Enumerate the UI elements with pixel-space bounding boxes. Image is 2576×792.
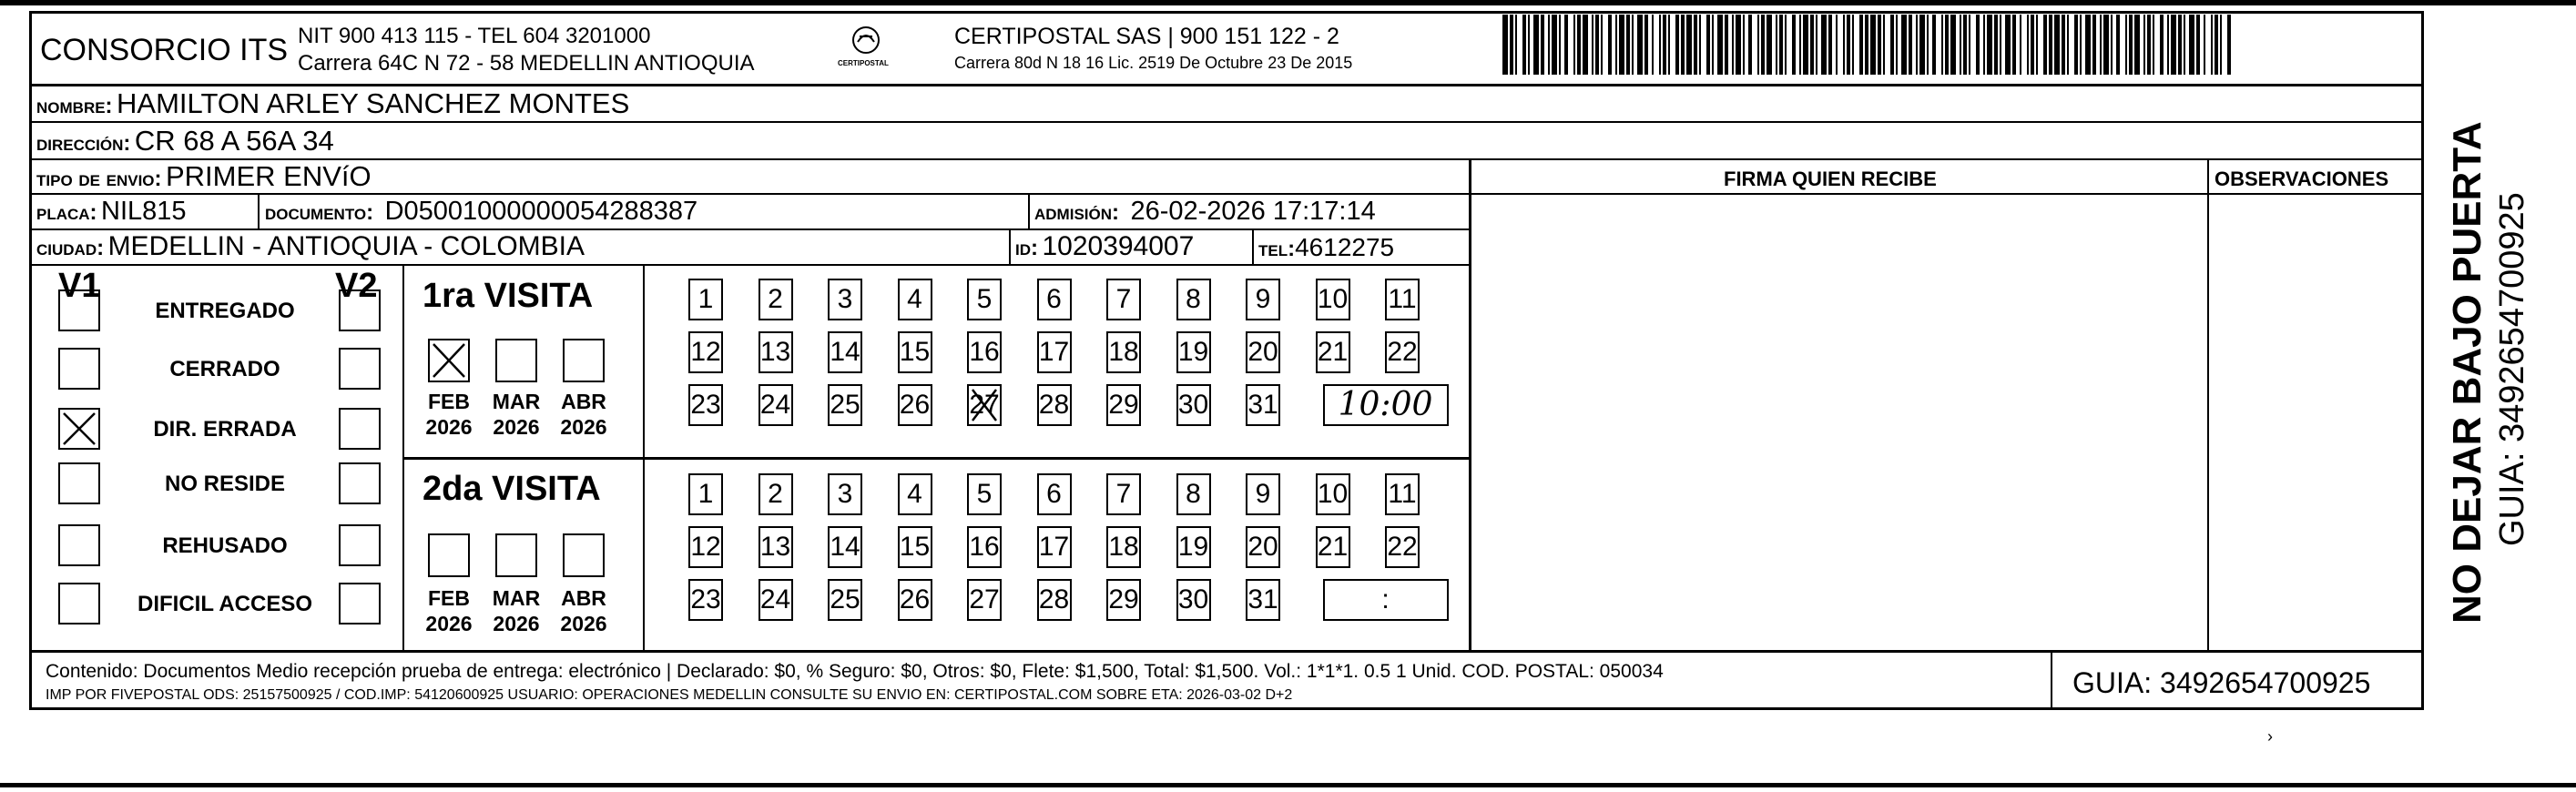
barcode-bar: [1668, 15, 1670, 75]
day-box[interactable]: 19: [1176, 331, 1211, 373]
barcode-bar: [2043, 15, 2047, 75]
id-row: [1015, 233, 1194, 260]
barcode-bar: [1601, 15, 1603, 75]
documento-row: [265, 198, 697, 225]
barcode-bar: [2092, 15, 2096, 75]
visit1-title: 1ra VISITA: [423, 277, 594, 315]
barcode-bar: [2054, 15, 2060, 75]
month-checkbox[interactable]: [428, 339, 470, 382]
barcode-bar: [1577, 15, 1581, 75]
company-name: CONSORCIO ITS: [40, 33, 289, 67]
barcode-bar: [2036, 15, 2038, 75]
day-box[interactable]: 22: [1385, 526, 1420, 568]
barcode-bar: [1896, 15, 1898, 75]
day-box[interactable]: 15: [898, 331, 932, 373]
row-line-2: [29, 158, 2424, 160]
day-box[interactable]: 3: [828, 279, 862, 320]
barcode-bar: [1736, 15, 1741, 75]
day-box[interactable]: 4: [898, 473, 932, 515]
barcode-bar: [1909, 15, 1912, 75]
time-box[interactable]: :: [1323, 579, 1449, 621]
barcode-bar: [1675, 15, 1679, 75]
barcode-bar: [1792, 15, 1796, 75]
ciudad-row: [36, 233, 585, 260]
placa-value: NIL815: [101, 197, 187, 226]
firma-label: FIRMA QUIEN RECIBE: [1724, 168, 1937, 190]
ciudad-label: ciudad:: [36, 236, 105, 260]
barcode-bar: [1983, 15, 1985, 75]
firma-divider: [1469, 158, 1471, 650]
stray-mark: ›: [2267, 727, 2273, 746]
day-box[interactable]: 8: [1176, 473, 1211, 515]
documento-label: documento:: [265, 200, 374, 225]
day-box[interactable]: 7: [1106, 279, 1141, 320]
month-year: 2026: [493, 414, 540, 439]
day-box[interactable]: 28: [1037, 579, 1072, 621]
v2-checkbox[interactable]: [339, 583, 381, 624]
barcode-bar: [2167, 15, 2169, 75]
observaciones-label: OBSERVACIONES: [2215, 168, 2389, 190]
barcode-bar: [1522, 15, 1526, 75]
barcode-bar: [1637, 15, 1643, 75]
direccion-row: [36, 127, 334, 155]
month-name: MAR: [492, 390, 541, 413]
barcode-bar: [1706, 15, 1710, 75]
month-checkbox[interactable]: [495, 339, 537, 382]
no-dejar-bajo-puerta: NO DEJAR BAJO PUERTA: [2445, 121, 2489, 624]
month-label: [484, 390, 548, 440]
day-box[interactable]: 18: [1106, 331, 1141, 373]
time-box[interactable]: 10:00: [1323, 384, 1449, 426]
id-value: 1020394007: [1042, 231, 1195, 261]
month-year: 2026: [560, 611, 607, 635]
barcode-bar: [1515, 15, 1517, 75]
v1-checkbox[interactable]: [58, 348, 100, 390]
day-box[interactable]: 29: [1106, 579, 1141, 621]
day-box[interactable]: 31: [1246, 579, 1280, 621]
tipo-label: tipo de envio:: [36, 167, 162, 191]
barcode-bar: [1799, 15, 1801, 75]
admision-divider: [1028, 193, 1030, 228]
day-box[interactable]: 14: [828, 331, 862, 373]
day-box[interactable]: 29: [1106, 384, 1141, 426]
status-label: DIFICIL ACCESO: [137, 592, 312, 616]
barcode-bar: [1916, 15, 1918, 75]
barcode-bar: [1870, 15, 1876, 75]
barcode-bar: [1615, 15, 1617, 75]
barcode-bar: [1663, 15, 1666, 75]
day-box[interactable]: 13: [759, 331, 793, 373]
day-box[interactable]: 16: [967, 331, 1002, 373]
status-label: ENTREGADO: [155, 299, 295, 323]
barcode-bar: [1779, 15, 1783, 75]
barcode-bar: [1573, 15, 1575, 75]
v1-checkbox[interactable]: [58, 289, 100, 331]
barcode-bar: [1785, 15, 1787, 75]
ciudad-value: MEDELLIN - ANTIOQUIA - COLOMBIA: [107, 231, 585, 261]
day-box[interactable]: 8: [1176, 279, 1211, 320]
barcode-bar: [1564, 15, 1568, 75]
day-number: 27: [969, 390, 1000, 420]
barcode-bar: [1865, 15, 1868, 75]
month-checkbox[interactable]: [563, 533, 605, 577]
day-box[interactable]: 13: [759, 526, 793, 568]
barcode-bar: [1878, 15, 1881, 75]
barcode-bar: [1632, 15, 1634, 75]
barcode-bar: [1963, 15, 1967, 75]
month-name: ABR: [561, 586, 606, 610]
barcode-bar: [2196, 15, 2200, 75]
tipo-row: [36, 162, 372, 190]
month-name: FEB: [428, 390, 470, 413]
admision-value: 26-02-2026 17:17:14: [1130, 197, 1376, 226]
row-line-1: [29, 121, 2424, 123]
day-box[interactable]: 15: [898, 526, 932, 568]
v1-checkbox[interactable]: [58, 462, 100, 504]
barcode-bar: [2184, 15, 2185, 75]
footer-guia: GUIA: 3492654700925: [2072, 666, 2371, 699]
month-year: 2026: [493, 611, 540, 635]
barcode-bar: [2074, 15, 2078, 75]
barcode-bar: [1694, 15, 1697, 75]
barcode-bar: [1969, 15, 1970, 75]
barcode-bar: [1595, 15, 1599, 75]
direccion-label: dirección:: [36, 131, 131, 156]
day-box[interactable]: 1: [688, 279, 723, 320]
barcode-bar: [1559, 15, 1561, 75]
v1-label: V1: [58, 267, 101, 305]
barcode: [1502, 15, 2231, 75]
barcode-bar: [2125, 15, 2127, 75]
day-box[interactable]: [967, 384, 1002, 426]
barcode-bar: [2227, 15, 2231, 75]
tel-value: 4612275: [1295, 233, 1395, 261]
day-box[interactable]: 26: [898, 579, 932, 621]
barcode-bar: [2220, 15, 2222, 75]
barcode-bar: [1883, 15, 1885, 75]
barcode-bar: [1686, 15, 1692, 75]
barcode-bar: [2111, 15, 2113, 75]
barcode-bar: [1941, 15, 1943, 75]
barcode-bar: [1927, 15, 1929, 75]
day-box[interactable]: 20: [1246, 526, 1280, 568]
footer-divider: [29, 650, 2424, 653]
barcode-bar: [1502, 15, 1508, 75]
barcode-bar: [1652, 15, 1654, 75]
certipostal-line-1: CERTIPOSTAL SAS | 900 151 122 - 2: [954, 24, 1339, 49]
day-box[interactable]: 17: [1037, 331, 1072, 373]
barcode-bar: [1659, 15, 1661, 75]
barcode-bar: [1681, 15, 1685, 75]
v2-label: V2: [335, 267, 378, 305]
barcode-bar: [1619, 15, 1624, 75]
company-line-1: NIT 900 413 115 - TEL 604 3201000: [298, 24, 651, 48]
top-edge: [0, 0, 2576, 5]
day-box[interactable]: 25: [828, 384, 862, 426]
barcode-bar: [1725, 15, 1728, 75]
tel-divider: [1252, 228, 1254, 265]
month-year: 2026: [425, 414, 473, 439]
barcode-bar: [2027, 15, 2029, 75]
visit2-title: 2da VISITA: [423, 470, 601, 508]
side-guia: GUIA: 3492654700925: [2493, 192, 2531, 546]
day-box[interactable]: 2: [759, 473, 793, 515]
barcode-bar: [1960, 15, 1961, 75]
day-box[interactable]: 18: [1106, 526, 1141, 568]
barcode-bar: [1699, 15, 1701, 75]
visit-divider-horizontal: [402, 457, 1470, 460]
month-name: ABR: [561, 390, 606, 413]
day-box[interactable]: 10: [1316, 279, 1350, 320]
status-label: DIR. ERRADA: [153, 417, 297, 442]
barcode-bar: [2189, 15, 2194, 75]
barcode-bar: [1608, 15, 1612, 75]
v1-checkbox[interactable]: [58, 583, 100, 624]
barcode-bar: [1810, 15, 1814, 75]
barcode-bar: [2116, 15, 2120, 75]
barcode-bar: [1732, 15, 1734, 75]
barcode-bar: [1510, 15, 1513, 75]
barcode-bar: [1950, 15, 1956, 75]
barcode-bar: [2100, 15, 2102, 75]
certipostal-logo: [836, 22, 896, 73]
day-box[interactable]: 17: [1037, 526, 1072, 568]
v2-checkbox[interactable]: [339, 289, 381, 331]
month-label: [417, 390, 481, 440]
day-box[interactable]: 26: [898, 384, 932, 426]
barcode-bar: [1852, 15, 1854, 75]
barcode-bar: [2020, 15, 2021, 75]
barcode-bar: [1843, 15, 1845, 75]
status-label: CERRADO: [169, 357, 280, 381]
day-box[interactable]: 23: [688, 579, 723, 621]
day-box[interactable]: 30: [1176, 384, 1211, 426]
barcode-bar: [1847, 15, 1850, 75]
barcode-bar: [2103, 15, 2109, 75]
tipo-value: PRIMER ENVíO: [165, 160, 372, 192]
month-label: [552, 586, 616, 636]
footer-contenido: Contenido: Documentos Medio recepción prueba de entrega: electrónico | Declarado: $0, % Seguro: $0, Otros: $0, Flete: $1,500, Total: $1,500. Vol.: 1*1*1. 0.5 1 Unid. COD. POSTAL: 050034: [46, 661, 1664, 682]
row-line-3: [29, 193, 2424, 195]
barcode-bar: [1757, 15, 1759, 75]
v2-checkbox[interactable]: [339, 348, 381, 390]
barcode-bar: [2062, 15, 2065, 75]
day-box[interactable]: 2: [759, 279, 793, 320]
barcode-bar: [2153, 15, 2154, 75]
barcode-bar: [1592, 15, 1593, 75]
day-box[interactable]: 7: [1106, 473, 1141, 515]
barcode-bar: [1987, 15, 1992, 75]
barcode-bar: [2129, 15, 2133, 75]
barcode-bar: [2204, 15, 2205, 75]
barcode-bar: [1767, 15, 1772, 75]
barcode-bar: [1803, 15, 1808, 75]
day-box[interactable]: 28: [1037, 384, 1072, 426]
barcode-bar: [1776, 15, 1777, 75]
barcode-bar: [2143, 15, 2145, 75]
day-box[interactable]: 24: [759, 579, 793, 621]
id-divider: [1009, 228, 1011, 265]
admision-row: [1034, 198, 1376, 225]
day-box[interactable]: 6: [1037, 279, 1072, 320]
footer-guia-divider: [2051, 650, 2052, 710]
day-box[interactable]: 16: [967, 526, 1002, 568]
day-box[interactable]: 3: [828, 473, 862, 515]
barcode-bar: [2211, 15, 2213, 75]
barcode-bar: [1994, 15, 1998, 75]
day-box[interactable]: 19: [1176, 526, 1211, 568]
v1-checkbox[interactable]: [58, 524, 100, 566]
nombre-value: HAMILTON ARLEY SANCHEZ MONTES: [117, 87, 630, 119]
barcode-bar: [1919, 15, 1925, 75]
month-name: FEB: [428, 586, 470, 610]
month-year: 2026: [560, 414, 607, 439]
day-box[interactable]: 23: [688, 384, 723, 426]
barcode-bar: [1945, 15, 1949, 75]
x-mark-icon: [430, 340, 468, 381]
direccion-value: CR 68 A 56A 34: [134, 125, 334, 157]
month-label: [417, 586, 481, 636]
day-box[interactable]: 30: [1176, 579, 1211, 621]
barcode-bar: [1890, 15, 1894, 75]
barcode-bar: [1748, 15, 1752, 75]
barcode-bar: [2134, 15, 2140, 75]
certipostal-line-2: Carrera 80d N 18 16 Lic. 2519 De Octubre 23 De 2015: [954, 54, 1353, 72]
x-mark-icon: [60, 410, 98, 448]
placa-divider: [258, 193, 260, 228]
barcode-bar: [1761, 15, 1765, 75]
day-box[interactable]: 11: [1385, 473, 1420, 515]
barcode-bar: [2000, 15, 2001, 75]
barcode-bar: [1821, 15, 1827, 75]
barcode-bar: [1828, 15, 1832, 75]
barcode-bar: [2080, 15, 2082, 75]
day-box[interactable]: 10: [1316, 473, 1350, 515]
barcode-bar: [2160, 15, 2164, 75]
day-box[interactable]: 21: [1316, 526, 1350, 568]
day-box[interactable]: 5: [967, 473, 1002, 515]
barcode-bar: [1932, 15, 1936, 75]
barcode-bar: [1541, 15, 1544, 75]
month-checkbox[interactable]: [428, 533, 470, 577]
day-box[interactable]: 4: [898, 279, 932, 320]
status-label: NO RESIDE: [164, 472, 286, 496]
day-box[interactable]: 22: [1385, 331, 1420, 373]
day-box[interactable]: 1: [688, 473, 723, 515]
placa-row: [36, 198, 187, 225]
id-label: id:: [1015, 236, 1038, 260]
barcode-bar: [1548, 15, 1550, 75]
month-label: [484, 586, 548, 636]
barcode-bar: [1743, 15, 1745, 75]
barcode-bar: [1626, 15, 1630, 75]
nombre-label: nombre:: [36, 94, 113, 118]
barcode-bar: [2049, 15, 2052, 75]
month-checkbox[interactable]: [563, 339, 605, 382]
day-box[interactable]: 27: [967, 579, 1002, 621]
barcode-bar: [1528, 15, 1530, 75]
day-box[interactable]: 12: [688, 526, 723, 568]
barcode-bar: [2005, 15, 2011, 75]
placa-label: placa:: [36, 200, 97, 225]
company-line-2: Carrera 64C N 72 - 58 MEDELLIN ANTIOQUIA: [298, 51, 755, 76]
month-year: 2026: [425, 611, 473, 635]
tel-row: [1258, 235, 1394, 260]
v2-checkbox[interactable]: [339, 524, 381, 566]
tel-label: tel:: [1258, 237, 1296, 261]
status-label: REHUSADO: [162, 533, 288, 558]
day-box[interactable]: 6: [1037, 473, 1072, 515]
admision-label: admisión:: [1034, 200, 1119, 225]
header-divider: [29, 84, 2424, 86]
barcode-bar: [1859, 15, 1863, 75]
barcode-bar: [2031, 15, 2034, 75]
day-box[interactable]: 25: [828, 579, 862, 621]
documento-value: D05001000000054288387: [384, 197, 698, 226]
nombre-row: [36, 89, 629, 117]
barcode-bar: [1717, 15, 1723, 75]
barcode-bar: [2085, 15, 2091, 75]
v2-checkbox[interactable]: [339, 408, 381, 450]
day-box[interactable]: 5: [967, 279, 1002, 320]
barcode-bar: [1712, 15, 1714, 75]
barcode-bar: [1816, 15, 1817, 75]
barcode-bar: [1533, 15, 1539, 75]
row-line-5: [29, 264, 1470, 266]
barcode-bar: [1976, 15, 1980, 75]
day-box[interactable]: 9: [1246, 473, 1280, 515]
month-checkbox[interactable]: [495, 533, 537, 577]
barcode-bar: [2215, 15, 2218, 75]
barcode-bar: [2067, 15, 2069, 75]
day-box[interactable]: 11: [1385, 279, 1420, 320]
month-name: MAR: [492, 586, 541, 610]
day-box[interactable]: 9: [1246, 279, 1280, 320]
footer-imp: IMP POR FIVEPOSTAL ODS: 25157500925 / COD.IMP: 54120600925 USUARIO: OPERACIONES MEDELLIN CONSULTE SU ENVIO EN: CERTIPOSTAL.COM SOBRE ETA: 2026-03-02 D+2: [46, 687, 1293, 703]
barcode-bar: [2178, 15, 2182, 75]
day-box[interactable]: 12: [688, 331, 723, 373]
barcode-bar: [1583, 15, 1588, 75]
bottom-edge: [0, 783, 2576, 787]
barcode-bar: [2171, 15, 2176, 75]
barcode-bar: [2147, 15, 2151, 75]
barcode-bar: [1901, 15, 1907, 75]
barcode-bar: [1836, 15, 1838, 75]
day-box[interactable]: 14: [828, 526, 862, 568]
day-box[interactable]: 31: [1246, 384, 1280, 426]
day-box[interactable]: 21: [1316, 331, 1350, 373]
v1-checkbox[interactable]: [58, 408, 100, 450]
certipostal-logo-text: CERTIPOSTAL: [838, 59, 889, 67]
v2-checkbox[interactable]: [339, 462, 381, 504]
day-box[interactable]: 24: [759, 384, 793, 426]
day-box[interactable]: 20: [1246, 331, 1280, 373]
barcode-bar: [1552, 15, 1557, 75]
barcode-bar: [2012, 15, 2016, 75]
barcode-bar: [1644, 15, 1648, 75]
month-label: [552, 390, 616, 440]
observaciones-divider: [2207, 158, 2209, 650]
